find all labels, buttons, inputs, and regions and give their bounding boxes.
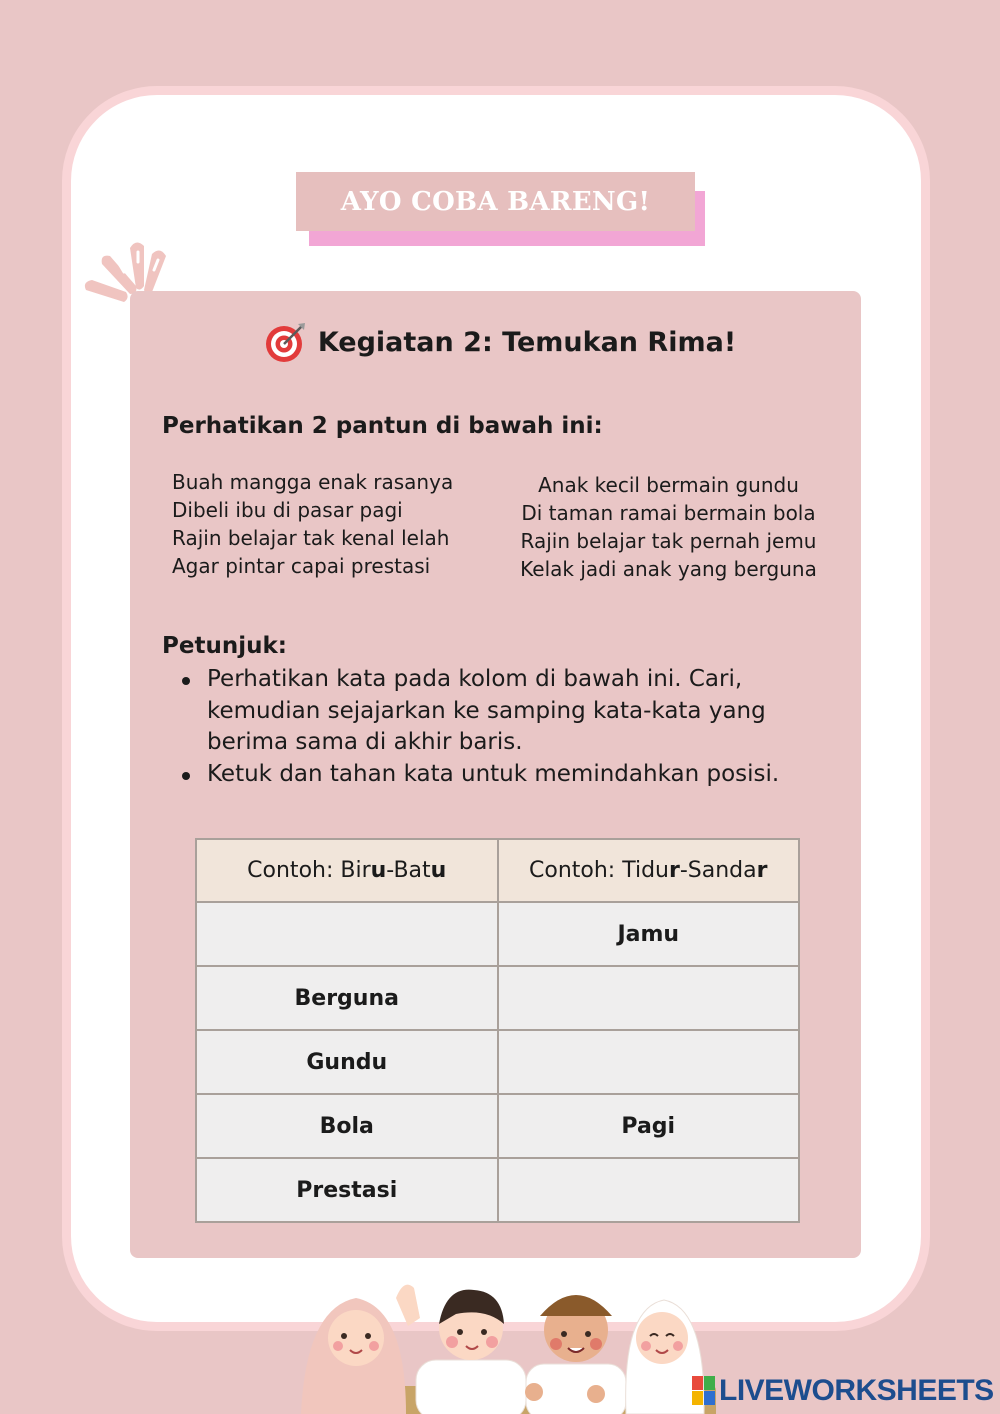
- pantun-line: Agar pintar capai prestasi: [172, 554, 431, 578]
- activity-title-row: [0, 320, 1000, 364]
- table-row: [196, 1094, 799, 1158]
- pantun-line: Di taman ramai bermain bola: [521, 501, 816, 525]
- table-row: [196, 902, 799, 966]
- pantun-line: Buah mangga enak rasanya: [172, 470, 454, 494]
- kids-illustration-icon: [296, 1268, 726, 1414]
- table-row: [196, 966, 799, 1030]
- pantun-right: [506, 471, 831, 583]
- petunjuk-title: Petunjuk:: [162, 633, 287, 659]
- word-cell[interactable]: Prestasi: [196, 1158, 498, 1222]
- banner-title: AYO COBA BARENG!: [296, 172, 695, 231]
- brand-logo[interactable]: [692, 1374, 994, 1408]
- word-cell[interactable]: Gundu: [196, 1030, 498, 1094]
- table-row: [196, 1158, 799, 1222]
- intro-text: Perhatikan 2 pantun di bawah ini:: [162, 413, 603, 439]
- word-cell[interactable]: [196, 902, 498, 966]
- petunjuk-item: Ketuk dan tahan kata untuk memindahkan posisi.: [207, 759, 827, 791]
- pantun-line: Kelak jadi anak yang berguna: [520, 557, 817, 581]
- pantun-line: Anak kecil bermain gundu: [538, 473, 799, 497]
- header-example-right: Contoh: Tidur-Sandar: [498, 839, 800, 902]
- table-row: [196, 1030, 799, 1094]
- pantun-line: Rajin belajar tak pernah jemu: [520, 529, 817, 553]
- petunjuk-list: [207, 664, 827, 790]
- word-cell[interactable]: Jamu: [498, 902, 800, 966]
- word-cell[interactable]: [498, 1030, 800, 1094]
- word-cell[interactable]: [498, 1158, 800, 1222]
- pantun-line: Rajin belajar tak kenal lelah: [172, 526, 450, 550]
- word-cell[interactable]: Bola: [196, 1094, 498, 1158]
- brand-name: LIVEWORKSHEETS: [719, 1374, 994, 1407]
- petunjuk-item: Perhatikan kata pada kolom di bawah ini. Cari, kemudian sejajarkan ke samping kata-kata yang berima sama di akhir baris.: [207, 664, 827, 759]
- word-cell[interactable]: Berguna: [196, 966, 498, 1030]
- table-header-row: [196, 839, 799, 902]
- activity-title: Kegiatan 2: Temukan Rima!: [317, 326, 737, 358]
- pantun-left: [172, 468, 453, 580]
- header-example-left: Contoh: Biru-Batu: [196, 839, 498, 902]
- word-cell[interactable]: Pagi: [498, 1094, 800, 1158]
- rhyme-table: [195, 838, 800, 1223]
- word-cell[interactable]: [498, 966, 800, 1030]
- liveworksheets-logo-icon: [692, 1376, 716, 1406]
- target-icon: [264, 320, 308, 364]
- pantun-line: Dibeli ibu di pasar pagi: [172, 498, 403, 522]
